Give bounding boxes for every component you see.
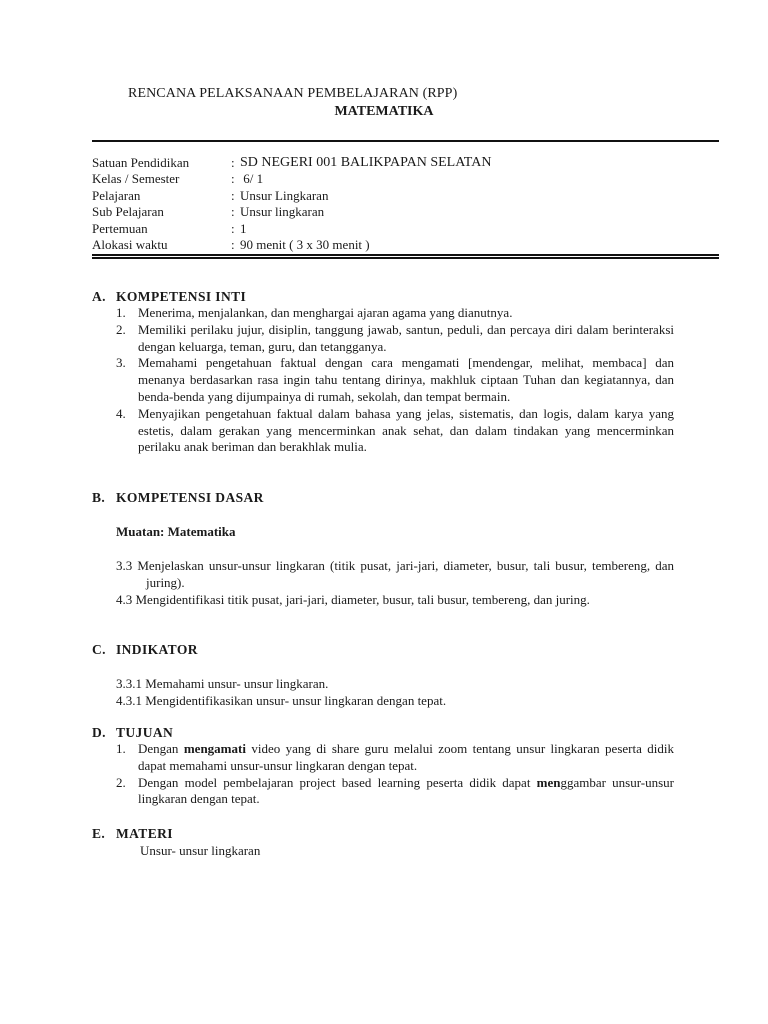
identity-label: Alokasi waktu [92,236,168,252]
section-materi [92,825,674,859]
top-rule [92,140,719,142]
materi-text: Unsur- unsur lingkaran [140,843,261,858]
list-item: 4. Menyajikan pengetahuan faktual dalam bahasa yang jelas, sistematis, dan logis, dalam karya yang estetis, dalam gerakan yang mencerminkan anak sehat, dan dalam tindakan yang mencerminkan perilaku anak beriman dan berakhlak mulia. [116,405,674,455]
section-heading: B. KOMPETENSI DASAR [92,490,264,505]
identity-value: 1 [240,220,247,236]
document-subject: MATEMATIKA [334,104,434,119]
list-item: 4.3.1 Mengidentifikasikan unsur- unsur lingkaran dengan tepat. [116,693,447,708]
section-heading: D. TUJUAN [92,725,174,740]
list-item: 2. Dengan model pembelajaran project based learning peserta didik dapat menggambar unsur-unsur lingkaran dengan tepat. [116,774,674,807]
identity-colon: : [231,155,235,170]
identity-row [92,171,719,187]
section-tujuan [92,724,674,808]
identity-table [92,155,719,253]
list-item: 3. Memahami pengetahuan faktual dengan cara mengamati [mendengar, melihat, membaca] dan menanya berdasarkan rasa ingin tahu tentang dirinya, makhluk ciptaan Tuhan dan kegiatannya, dan benda-benda yang dijumpainya di rumah, sekolah, dan tempat bermain. [116,355,674,404]
identity-label: Sub Pelajaran [92,204,164,220]
identity-row [92,188,719,204]
bottom-rule-upper [92,254,719,256]
identity-value: Unsur lingkaran [240,204,325,220]
identity-label: Pelajaran [92,187,141,203]
document-title: RENCANA PELAKSANAAN PEMBELAJARAN (RPP) [128,86,458,101]
identity-value: 90 menit ( 3 x 30 menit ) [240,236,370,252]
identity-row [92,221,719,237]
list-item: 2. Memiliki perilaku jujur, disiplin, tanggung jawab, santun, peduli, dan percaya diri dalam berinteraksi dengan keluarga, teman, guru, dan tetangganya. [116,321,674,354]
tujuan-list [92,741,674,808]
identity-colon: : [231,204,235,220]
identity-colon: : [231,171,235,187]
kompetensi-inti-list [92,305,674,456]
bottom-rule-lower [92,257,719,259]
list-item: 1. Menerima, menjalankan, dan menghargai ajaran agama yang dianutnya. [116,305,513,320]
section-indikator [92,641,674,709]
identity-value: SD NEGERI 001 BALIKPAPAN SELATAN [240,155,492,170]
list-item: 3.3.1 Memahami unsur- unsur lingkaran. [116,676,329,691]
identity-value: 6/ 1 [240,171,264,187]
identity-colon: : [231,187,235,203]
identity-colon: : [231,220,235,236]
identity-label: Pertemuan [92,220,148,236]
identity-row [92,237,719,253]
section-kompetensi-inti [92,288,674,456]
identity-value: Unsur Lingkaran [240,187,329,203]
identity-label: Kelas / Semester [92,171,180,187]
identity-label: Satuan Pendidikan [92,155,190,170]
identity-row [92,155,719,171]
section-heading: A. KOMPETENSI INTI [92,289,247,304]
section-heading: E. MATERI [92,826,173,841]
identity-row [92,204,719,220]
section-heading: C. INDIKATOR [92,642,198,657]
section-kompetensi-dasar [92,489,674,608]
list-item: 3.3 Menjelaskan unsur-unsur lingkaran (titik pusat, jari-jari, diameter, busur, tali busur, tembereng, dan juring). [116,558,674,590]
muatan-label: Muatan: Matematika [116,524,236,539]
identity-colon: : [231,236,235,252]
list-item: 4.3 Mengidentifikasi titik pusat, jari-jari, diameter, busur, tali busur, tembereng, dan juring. [116,592,590,607]
list-item: 1. Dengan mengamati video yang di share guru melalui zoom tentang unsur lingkaran peserta didik dapat memahami unsur-unsur lingkaran dengan tepat. [116,741,674,773]
